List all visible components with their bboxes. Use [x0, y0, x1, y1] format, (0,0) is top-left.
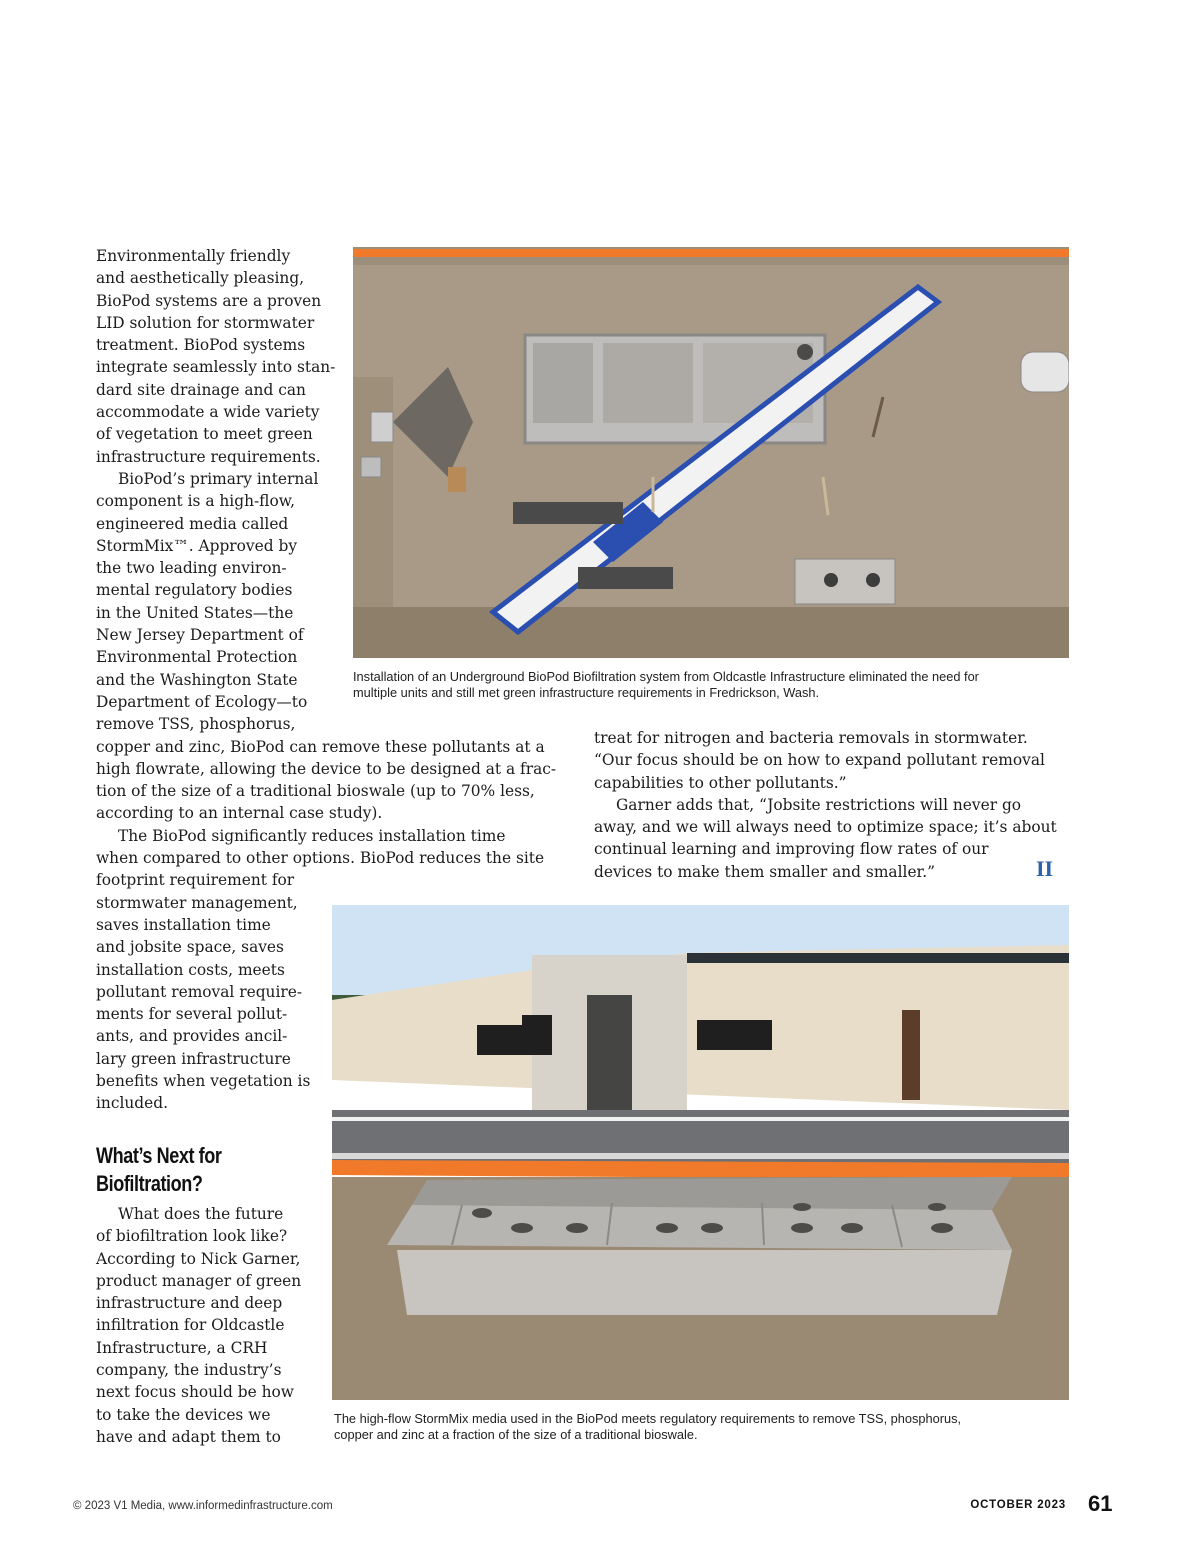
text-line: capabilities to other pollutants.” — [594, 773, 847, 792]
text-line: of vegetation to meet green — [96, 425, 313, 444]
text-line: devices to make them smaller and smaller.” — [594, 862, 935, 881]
intro-paragraph — [96, 245, 335, 468]
text-line: The BioPod significantly reduces installation time — [118, 826, 506, 845]
issue-date: OCTOBER 2023 — [970, 1499, 1066, 1511]
caption-line: multiple units and still met green infrastructure requirements in Fredrickson, Wash. — [353, 685, 820, 701]
page-number: 61 — [1088, 1491, 1113, 1516]
text-line: Infrastructure, a CRH — [96, 1338, 268, 1357]
text-line: mental regulatory bodies — [96, 581, 293, 600]
text-line: infrastructure requirements. — [96, 447, 321, 466]
text-line: According to Nick Garner, — [96, 1249, 301, 1268]
aerial-crane-photo — [353, 247, 1069, 658]
text-line: ments for several pollut- — [96, 1005, 288, 1024]
text-line: lary green infrastructure — [96, 1049, 291, 1068]
text-line: according to an internal case study). — [96, 804, 383, 823]
text-line: treat for nitrogen and bacteria removals in stormwater. — [594, 729, 1028, 747]
text-line: Environmentally friendly — [96, 247, 291, 265]
copyright-footer: © 2023 V1 Media, www.informedinfrastructure.com — [73, 1500, 333, 1512]
text-line: footprint requirement for — [96, 871, 295, 890]
text-line: pollutant removal require- — [96, 982, 303, 1001]
text-line: integrate seamlessly into stan- — [96, 358, 336, 377]
biopod-vault-photo — [332, 905, 1069, 1400]
text-line: “Our focus should be on how to expand pollutant removal — [594, 751, 1045, 770]
future-paragraph — [96, 1203, 301, 1448]
photo-caption — [334, 1411, 961, 1443]
text-line: ants, and provides ancil- — [96, 1027, 288, 1046]
text-line: treatment. BioPod systems — [96, 336, 306, 355]
text-line: in the United States—the — [96, 603, 294, 622]
text-line: and aesthetically pleasing, — [96, 269, 305, 288]
text-line: saves installation time — [96, 915, 271, 934]
text-line: and jobsite space, saves — [96, 938, 284, 957]
text-line: infrastructure and deep — [96, 1294, 283, 1313]
caption-line: Installation of an Underground BioPod Biofiltration system from Oldcastle Infrastructure eliminated the need for — [353, 669, 979, 684]
text-line: Environmental Protection — [96, 648, 298, 667]
text-line: infiltration for Oldcastle — [96, 1316, 285, 1335]
text-line: accommodate a wide variety — [96, 403, 320, 422]
text-line: included. — [96, 1094, 168, 1113]
text-line: component is a high-flow, — [96, 492, 295, 511]
text-line: when compared to other options. BioPod reduces the site — [96, 849, 545, 868]
text-line: product manager of green — [96, 1271, 302, 1290]
text-line: remove TSS, phosphorus, — [96, 715, 296, 734]
text-line: company, the industry’s — [96, 1361, 282, 1380]
photo-caption — [353, 669, 979, 701]
text-line: New Jersey Department of — [96, 626, 304, 645]
text-line: Department of Ecology—to — [96, 692, 308, 711]
text-line: dard site drainage and can — [96, 380, 306, 399]
text-line: of biofiltration look like? — [96, 1227, 288, 1246]
biopod-vault-illustration — [332, 905, 1069, 1400]
text-line: What does the future — [118, 1205, 284, 1223]
text-line: Garner adds that, “Jobsite restrictions will never go — [616, 795, 1022, 814]
text-line: installation costs, meets — [96, 960, 285, 979]
text-line: BioPod’s primary internal — [118, 470, 319, 488]
text-line: engineered media called — [96, 514, 289, 533]
text-line: tion of the size of a traditional bioswale (up to 70% less, — [96, 782, 535, 801]
text-line: the two leading environ- — [96, 559, 287, 578]
caption-line: The high-flow StormMix media used in the BioPod meets regulatory requirements to remove TSS, phosphorus, — [334, 1411, 962, 1426]
end-of-article-mark: II — [1036, 856, 1054, 881]
text-line: stormwater management, — [96, 893, 298, 912]
text-line: and the Washington State — [96, 670, 298, 689]
text-line: BioPod systems are a proven — [96, 291, 322, 310]
aerial-crane-illustration — [353, 247, 1069, 658]
heading-line: Biofiltration? — [96, 1171, 203, 1196]
text-line: continual learning and improving flow rates of our — [594, 840, 989, 859]
text-line: benefits when vegetation is — [96, 1072, 311, 1091]
text-line: to take the devices we — [96, 1405, 271, 1424]
text-line: copper and zinc, BioPod can remove these pollutants at a — [96, 737, 545, 756]
heading-line: What’s Next for — [96, 1143, 222, 1168]
text-line: have and adapt them to — [96, 1427, 281, 1446]
text-line: away, and we will always need to optimize space; it’s about — [594, 818, 1057, 837]
text-line: high flowrate, allowing the device to be designed at a frac- — [96, 759, 557, 778]
section-heading — [96, 1142, 260, 1198]
caption-line: copper and zinc at a fraction of the size of a traditional bioswale. — [334, 1427, 698, 1443]
right-column-text — [594, 727, 1057, 883]
text-line: StormMix™. Approved by — [96, 536, 298, 555]
text-line: next focus should be how — [96, 1383, 294, 1402]
text-line: LID solution for stormwater — [96, 313, 315, 332]
